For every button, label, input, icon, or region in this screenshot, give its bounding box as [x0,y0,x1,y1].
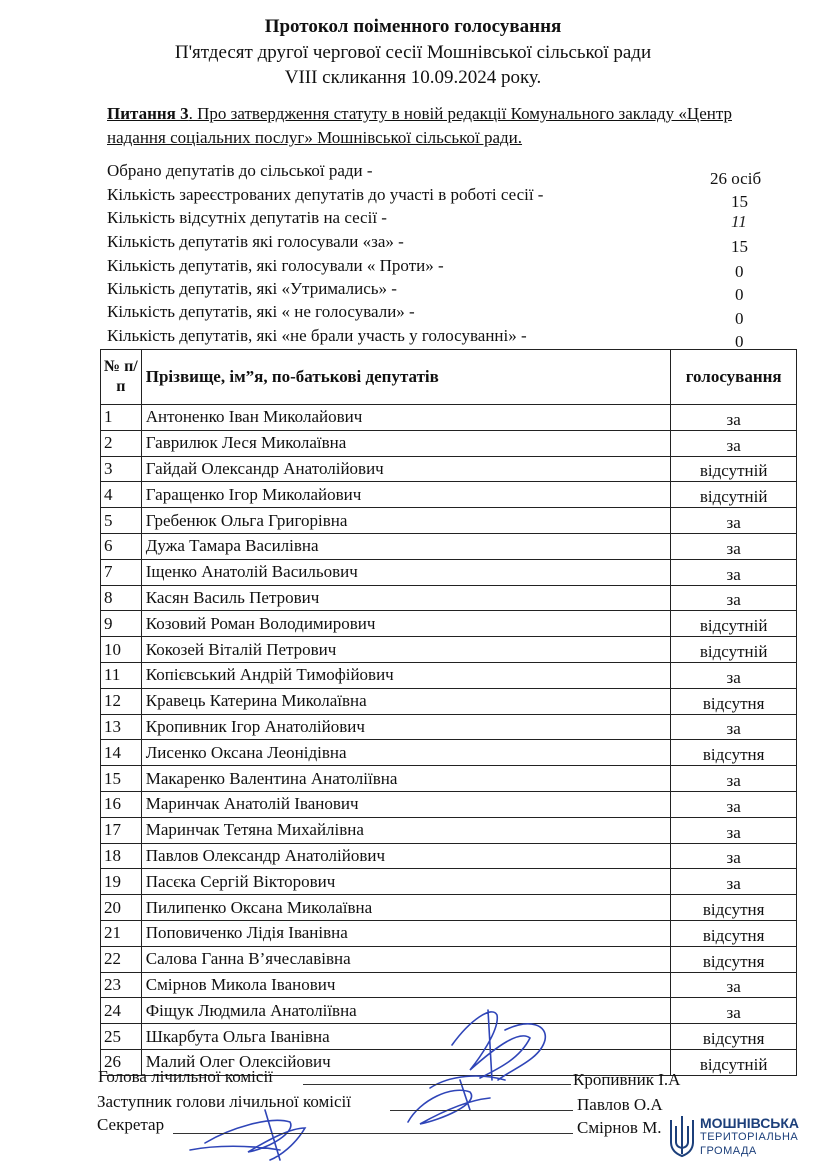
name-cell: Маринчак Тетяна Михайлівна [141,817,671,843]
number-cell: 19 [101,869,142,895]
signature-scribble [430,1010,545,1088]
question-label: Питання 3 [107,104,189,123]
signature-name: Павлов О.А [577,1095,663,1114]
number-cell: 11 [101,662,142,688]
vote-cell: за [671,843,797,869]
name-cell: Гаращенко Ігор Миколайович [141,482,671,508]
question-text: . Про затвердження статуту в новій редакції Комунального закладу «Центр [188,104,732,123]
signature-role: Секретар [97,1115,165,1134]
vote-cell: відсутня [671,740,797,766]
number-cell: 1 [101,405,142,431]
vote-cell: відсутня [671,920,797,946]
vote-cell: відсутній [671,1049,797,1075]
signature-line [303,1084,571,1085]
number-cell: 18 [101,843,142,869]
col-name-header: Прізвище, ім”я, по-батькові депутатів [141,350,671,405]
community-logo [668,1114,818,1166]
signature-role: Голова лічильної комісії [98,1067,273,1086]
vote-cell: за [671,508,797,534]
document-title: Протокол поіменного голосування [264,16,562,37]
signature-scribble [408,1080,490,1124]
stat-label: Кількість депутатів які голосували «за» - [107,232,404,251]
number-cell: 3 [101,456,142,482]
name-cell: Фіщук Людмила Анатоліївна [141,998,671,1024]
number-cell: 24 [101,998,142,1024]
stat-value: 0 [735,309,744,328]
vote-cell: за [671,662,797,688]
signature-line [173,1133,573,1134]
stat-value: 0 [735,262,744,281]
signature-name: Смірнов М. [577,1118,662,1137]
logo-line-1: МОШНІВСЬКА [700,1115,800,1131]
number-cell: 9 [101,611,142,637]
vote-cell: за [671,869,797,895]
logo-line-2: ТЕРИТОРІАЛЬНА [700,1131,799,1143]
number-cell: 5 [101,508,142,534]
vote-cell: відсутній [671,637,797,663]
stat-value: 15 [731,192,748,211]
name-cell: Кравець Катерина Миколаївна [141,688,671,714]
stat-label: Кількість депутатів, які голосували « Проти» - [107,256,444,275]
name-cell: Кокозей Віталій Петрович [141,637,671,663]
question-line-2: надання соціальних послуг» Мошнівської сільської ради. [107,128,523,147]
name-cell: Гаврилюк Леся Миколаївна [141,430,671,456]
name-cell: Іщенко Анатолій Васильович [141,559,671,585]
stat-label: Кількість зареєстрованих депутатів до участі в роботі сесії - [107,185,544,204]
name-cell: Копієвський Андрій Тимофійович [141,662,671,688]
name-cell: Смірнов Микола Іванович [141,972,671,998]
name-cell: Шкарбута Ольга Іванівна [141,1024,671,1050]
col-number-header: № п/п [101,350,142,405]
number-cell: 15 [101,766,142,792]
name-cell: Павлов Олександр Анатолійович [141,843,671,869]
number-cell: 14 [101,740,142,766]
vote-cell: за [671,791,797,817]
number-cell: 22 [101,946,142,972]
vote-cell: за [671,766,797,792]
name-cell: Козовий Роман Володимирович [141,611,671,637]
name-cell: Пилипенко Оксана Миколаївна [141,895,671,921]
name-cell: Лисенко Оксана Леонідівна [141,740,671,766]
vote-cell: відсутній [671,456,797,482]
vote-cell: відсутня [671,1024,797,1050]
vote-cell: за [671,817,797,843]
vote-cell: за [671,430,797,456]
stat-label: Кількість депутатів, які «не брали участь у голосуванні» - [107,326,527,345]
number-cell: 2 [101,430,142,456]
session-line: П'ятдесят другої чергової сесії Мошнівської сільської ради [174,42,652,63]
name-cell: Макаренко Валентина Анатоліївна [141,766,671,792]
vote-cell: за [671,998,797,1024]
number-cell: 17 [101,817,142,843]
stat-label: Кількість депутатів, які «Утримались» - [107,279,397,298]
number-cell: 13 [101,714,142,740]
name-cell: Гайдай Олександр Анатолійович [141,456,671,482]
stat-label: Обрано депутатів до сільської ради - [107,161,373,180]
vote-cell: за [671,559,797,585]
stat-label: Кількість депутатів, які « не голосували» - [107,302,415,321]
stat-value: 11 [731,212,747,231]
name-cell: Маринчак Анатолій Іванович [141,791,671,817]
number-cell: 23 [101,972,142,998]
vote-cell: відсутній [671,611,797,637]
name-cell: Гребенюк Ольга Григорівна [141,508,671,534]
signature-scribble [190,1110,305,1160]
name-cell: Кропивник Ігор Анатолійович [141,714,671,740]
vote-cell: за [671,533,797,559]
col-vote-header: голосування [671,350,797,405]
signature-name: Кропивник І.А [573,1070,681,1089]
name-cell: Поповиченко Лідія Іванівна [141,920,671,946]
number-cell: 25 [101,1024,142,1050]
vote-cell: відсутній [671,482,797,508]
number-cell: 21 [101,920,142,946]
vote-cell: відсутня [671,946,797,972]
stat-value: 0 [735,285,744,304]
logo-line-3: ГРОМАДА [700,1145,757,1157]
trident-icon [668,1114,696,1158]
convocation-line: VIII скликання 10.09.2024 року. [284,67,542,88]
vote-cell: за [671,585,797,611]
stat-value: 15 [731,237,748,256]
signature-role: Заступник голови лічильної комісії [97,1092,352,1111]
vote-cell: за [671,405,797,431]
name-cell: Салова Ганна В’ячеславівна [141,946,671,972]
name-cell: Малий Олег Олексійович [141,1049,671,1075]
number-cell: 20 [101,895,142,921]
name-cell: Касян Василь Петрович [141,585,671,611]
name-cell: Пасєка Сергій Вікторович [141,869,671,895]
number-cell: 26 [101,1049,142,1075]
number-cell: 10 [101,637,142,663]
vote-cell: відсутня [671,688,797,714]
number-cell: 8 [101,585,142,611]
vote-cell: відсутня [671,895,797,921]
number-cell: 12 [101,688,142,714]
number-cell: 16 [101,791,142,817]
stat-label: Кількість відсутніх депутатів на сесії - [107,208,387,227]
number-cell: 6 [101,533,142,559]
stat-value: 26 осіб [710,169,762,188]
signature-line [390,1110,573,1111]
stat-value: 0 [735,332,744,351]
name-cell: Дужа Тамара Василівна [141,533,671,559]
number-cell: 7 [101,559,142,585]
number-cell: 4 [101,482,142,508]
vote-cell: за [671,714,797,740]
vote-cell: за [671,972,797,998]
name-cell: Антоненко Іван Миколайович [141,405,671,431]
